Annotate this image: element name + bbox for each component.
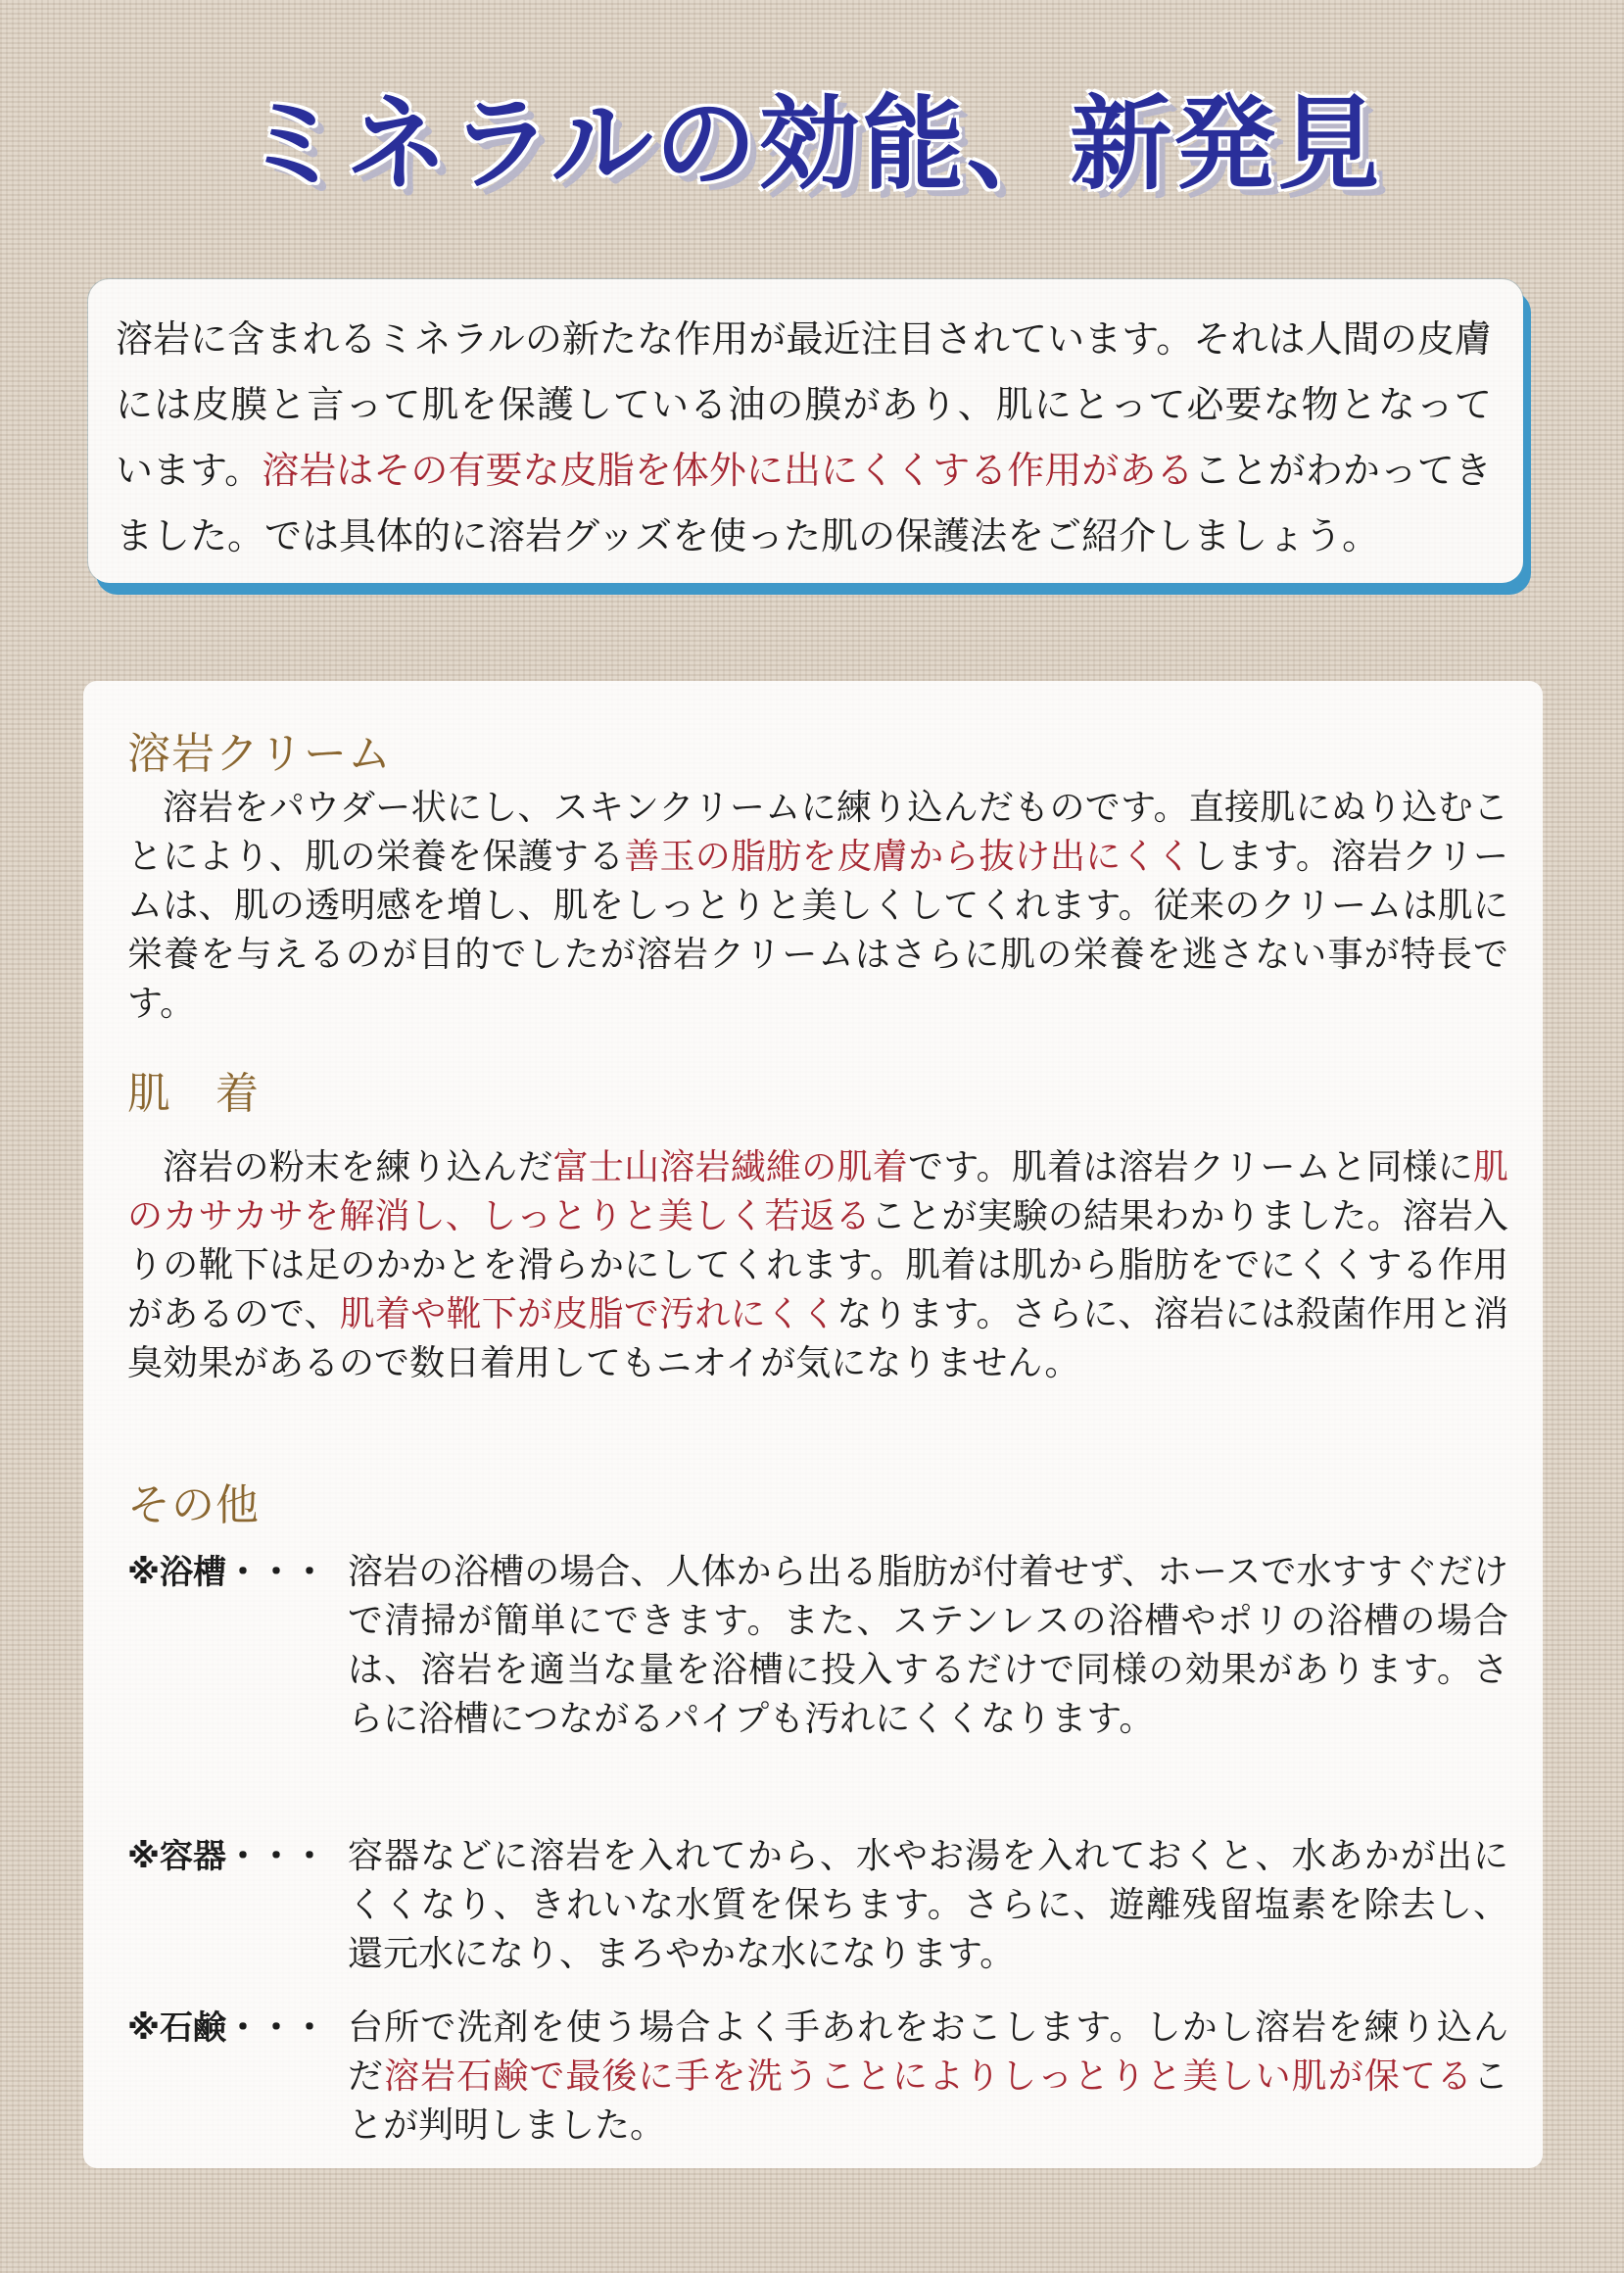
section-heading-cream: 溶岩クリーム xyxy=(127,729,392,779)
underwear-text-3: ことが実験の結果わかりました。溶岩入りの靴下は足のかかとを滑らかにしてくれます。肌着は肌から脂肪をでにくくする作用があるので、 xyxy=(127,1196,1508,1334)
soap-highlight: 溶岩石鹸で最後に手を洗うことによりしっとりと美しい肌が保てる xyxy=(384,2056,1473,2097)
underwear-text-1: 溶岩の粉末を練り込んだ xyxy=(163,1147,553,1187)
intro-text-before: 溶岩に含まれるミネラルの新たな作用が最近注目されています。それは人間の皮膚には皮膜と言って肌を保護している油の膜があり、肌にとって必要な物となっています。 xyxy=(116,317,1492,492)
other-item-soap xyxy=(127,2004,1508,2151)
section-heading-other: その他 xyxy=(127,1480,260,1530)
intro-highlight: 溶岩はその有要な皮脂を体外に出にくくする作用がある xyxy=(262,449,1194,492)
main-content-box xyxy=(83,681,1543,2168)
underwear-text-2: です。肌着は溶岩クリームと同様に xyxy=(908,1147,1473,1187)
item-label-container: ※容器・・・ xyxy=(127,1837,327,1876)
underwear-highlight-3: 肌着や靴下が皮脂で汚れにくく xyxy=(339,1294,837,1334)
cream-highlight: 善玉の脂肪を皮膚から抜け出にくく xyxy=(624,837,1192,877)
intro-box xyxy=(88,279,1523,583)
cream-text-before: 溶岩をパウダー状にし、スキンクリームに練り込んだものです。直接肌にぬり込むことにより、肌の栄養を保護する xyxy=(127,788,1508,877)
item-label-soap: ※石鹸・・・ xyxy=(127,2008,327,2048)
item-text-bathtub: 溶岩の浴槽の場合、人体から出る脂肪が付着せず、ホースで水すすぐだけで清掃が簡単にできます。また、ステンレスの浴槽やポリの浴槽の場合は、溶岩を適当な量を浴槽に投入するだけで同様の効果があります。さらに浴槽につながるパイプも汚れにくくなります。 xyxy=(348,1552,1508,1739)
page-title: ミネラルの効能、新発見 xyxy=(242,84,1382,204)
other-item-bathtub xyxy=(127,1548,1508,1744)
section-heading-underwear: 肌 着 xyxy=(127,1069,260,1119)
soap-text-after: ことが判明しました。 xyxy=(348,2056,1508,2146)
item-text-soap xyxy=(348,2004,1508,2151)
other-item-container xyxy=(127,1832,1508,1979)
intro-paragraph xyxy=(116,307,1492,569)
item-label-bathtub: ※浴槽・・・ xyxy=(127,1553,327,1592)
cream-text-after: します。溶岩クリームは、肌の透明感を増し、肌をしっとりと美しくしてくれます。従来のクリームは肌に栄養を与えるのが目的でしたが溶岩クリームはさらに肌の栄養を逃さない事が特長です。 xyxy=(127,837,1508,1024)
item-text-container: 容器などに溶岩を入れてから、水やお湯を入れておくと、水あかが出にくくなり、きれいな水質を保ちます。さらに、遊離残留塩素を除去し、還元水になり、まろやかな水になります。 xyxy=(348,1836,1508,1974)
underwear-highlight-2: 肌のカサカサを解消し、しっとりと美しく若返る xyxy=(127,1147,1508,1236)
section-body-underwear xyxy=(127,1143,1508,1388)
intro-text-after: ことがわかってきました。では具体的に溶岩グッズを使った肌の保護法をご紹介しましょう。 xyxy=(116,449,1492,557)
soap-text-before: 台所で洗剤を使う場合よく手あれをおこします。しかし溶岩を練り込んだ xyxy=(348,2007,1508,2097)
section-body-cream xyxy=(127,784,1508,1029)
underwear-text-4: なります。さらに、溶岩には殺菌作用と消臭効果があるので数日着用してもニオイが気になりません。 xyxy=(127,1294,1508,1383)
underwear-highlight-1: 富士山溶岩繊維の肌着 xyxy=(552,1147,909,1187)
